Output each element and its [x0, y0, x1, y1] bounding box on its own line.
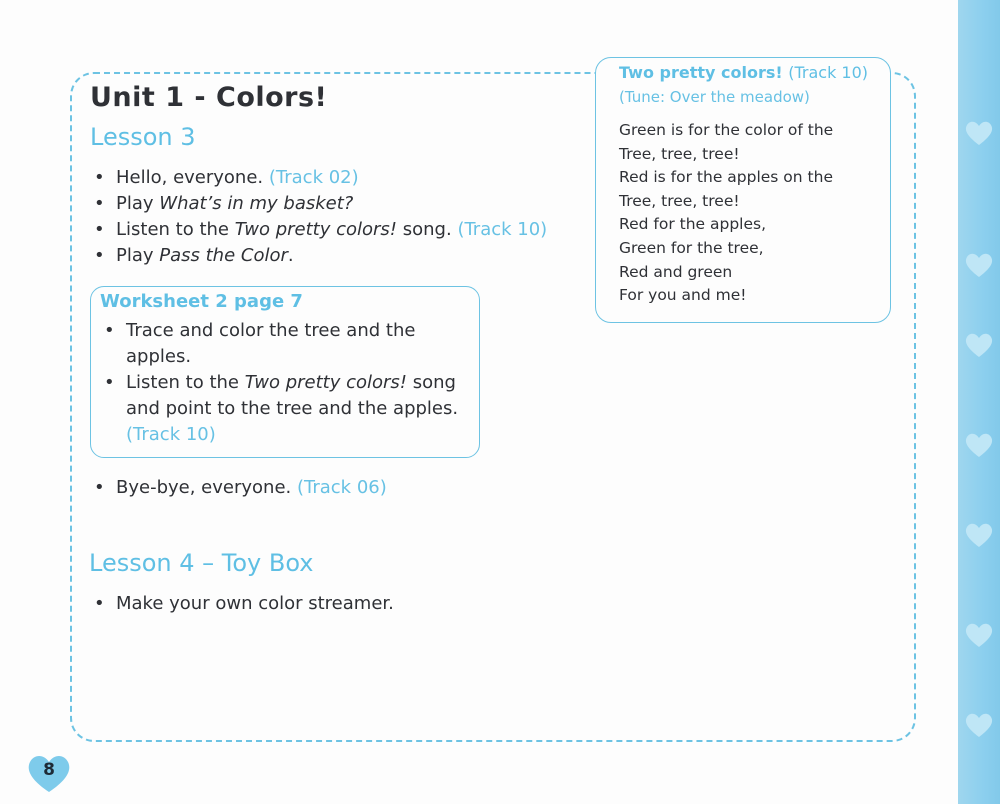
song-tune: (Tune: Over the meadow): [619, 88, 810, 106]
song-title: Two pretty colors! (Track 10): [619, 63, 869, 82]
list-item: • Listen to the Two pretty colors! song and point to the tree and the apples. (Track 10): [100, 370, 458, 448]
heart-icon: [964, 710, 994, 740]
list-item: • Make your own color streamer.: [90, 591, 394, 617]
lesson-3-closing: [90, 475, 387, 501]
unit-title: Unit 1 - Colors!: [90, 82, 328, 113]
heart-icon: [964, 620, 994, 650]
heart-icon: [964, 330, 994, 360]
list-item: • Hello, everyone. (Track 02): [90, 165, 547, 191]
lyric-line: Red and green: [619, 262, 733, 281]
track-label: (Track 10): [126, 424, 216, 445]
worksheet-list: [100, 318, 458, 448]
lyric-line: Red for the apples,: [619, 215, 767, 234]
list-item: • Play Pass the Color.: [90, 243, 547, 269]
track-label: (Track 10): [788, 63, 869, 82]
worksheet-title: Worksheet 2 page 7: [100, 291, 303, 312]
lyric-line: Green for the tree,: [619, 238, 764, 257]
lyric-line: Red is for the apples on the: [619, 168, 833, 187]
lesson-3-heading: Lesson 3: [90, 123, 196, 151]
track-label: (Track 10): [457, 219, 548, 240]
lesson-4-list: [90, 591, 394, 617]
heart-icon: [964, 118, 994, 148]
decorative-edge-strip: [958, 0, 1000, 804]
list-item: • Play What’s in my basket?: [90, 191, 547, 217]
heart-icon: [964, 520, 994, 550]
page-number-badge: [26, 752, 72, 794]
lyric-line: Green is for the color of the: [619, 121, 834, 139]
song-lyrics: [619, 119, 833, 308]
lyric-line: Tree, tree, tree!: [619, 144, 740, 163]
heart-icon: [964, 430, 994, 460]
lesson-3-list: [90, 165, 547, 269]
lyric-line: Tree, tree, tree!: [619, 191, 740, 210]
page-number: 8: [43, 760, 55, 780]
track-label: (Track 02): [268, 167, 359, 188]
heart-icon: [964, 250, 994, 280]
lyric-line: For you and me!: [619, 286, 747, 305]
list-item: • Bye-bye, everyone. (Track 06): [90, 475, 387, 501]
list-item: • Trace and color the tree and the apples.: [100, 318, 458, 370]
list-item: • Listen to the Two pretty colors! song. (Track 10): [90, 217, 547, 243]
track-label: (Track 06): [296, 477, 387, 498]
lesson-4-heading: Lesson 4 – Toy Box: [89, 549, 314, 577]
